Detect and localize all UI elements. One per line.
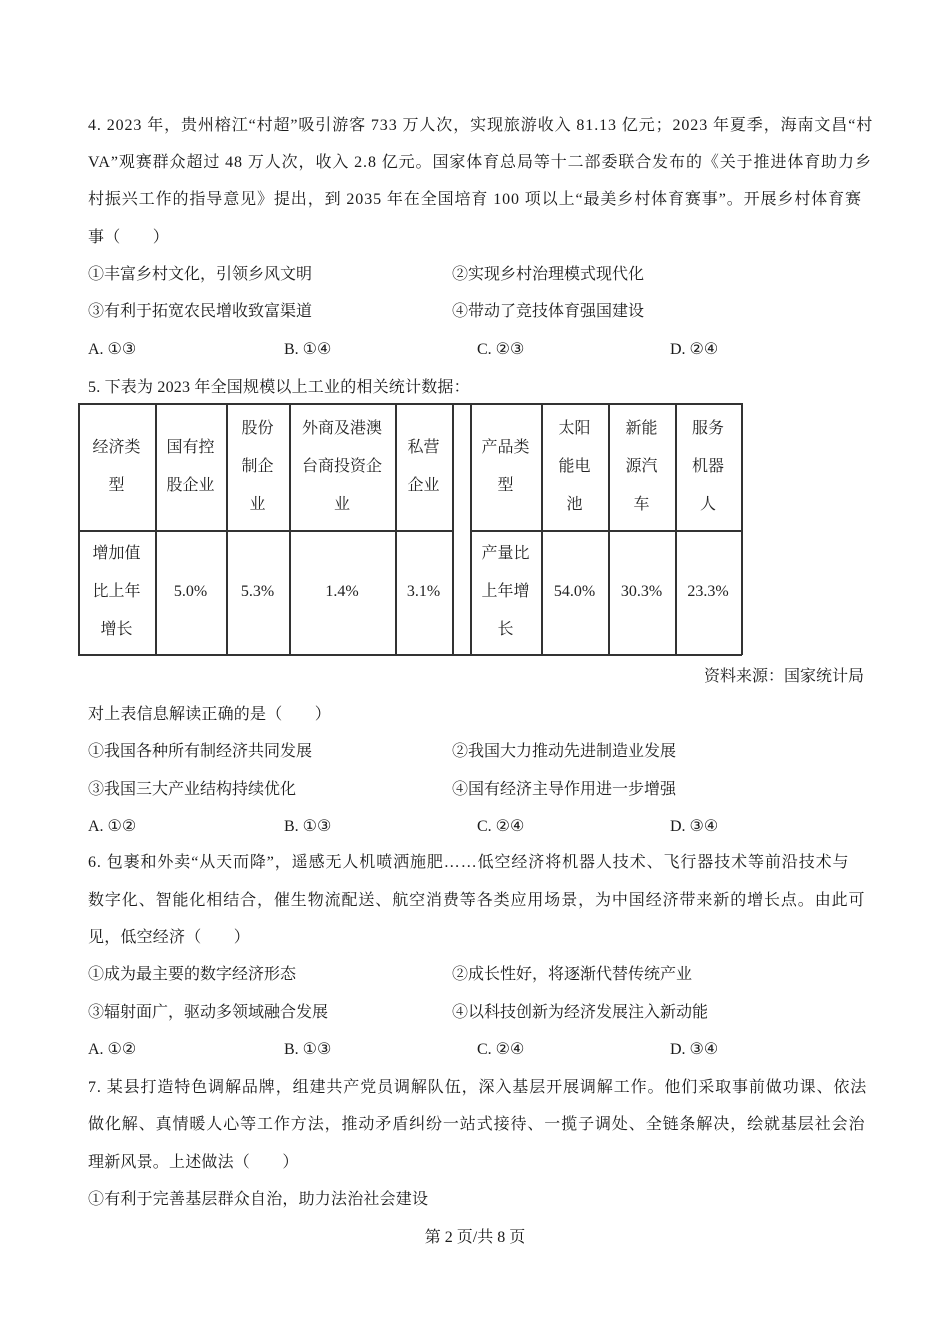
value-private: 3.1%	[406, 583, 441, 600]
header-text: 国有控	[166, 438, 215, 456]
header-text: 股份	[241, 419, 274, 437]
q6-stem-line-2: 数字化、智能化相结合，催生物流配送、航空消费等各类应用场景，为中国经济带来新的增长点。由此可	[88, 892, 866, 909]
header-text: 股企业	[166, 476, 215, 494]
q4-options-row-2	[88, 302, 868, 322]
header-text: 能电	[558, 457, 591, 475]
q4-stem-line-4: 事（ ）	[88, 229, 170, 246]
q6-choice-c: C. ②④	[477, 1041, 525, 1058]
header-text: 制企	[241, 457, 274, 475]
q5-option-4: ④国有经济主导作用进一步增强	[452, 781, 677, 798]
header-text: 服务	[691, 419, 724, 437]
q4-choice-b: B. ①④	[284, 341, 332, 358]
header-text: 机器	[691, 457, 724, 475]
q4-option-4: ④带动了竞技体育强国建设	[452, 303, 645, 320]
q5-choice-a: A. ①②	[88, 818, 137, 835]
q5-option-2: ②我国大力推动先进制造业发展	[452, 743, 677, 760]
header-text: 私营	[407, 438, 440, 456]
q4-choice-c: C. ②③	[477, 341, 525, 358]
header-state-holding	[155, 403, 226, 530]
q5-choice-b: B. ①③	[284, 818, 332, 835]
row-label-value-added	[78, 530, 155, 654]
q5-answer-choices	[88, 817, 868, 837]
header-joint-stock	[226, 403, 289, 530]
header-text: 新能	[625, 419, 658, 437]
q6-choice-a: A. ①②	[88, 1041, 137, 1058]
q4-stem-line-3: 村振兴工作的指导意见》提出，到 2035 年在全国培育 100 项以上“最美乡村体育赛事”。开展乡村体育赛	[88, 191, 862, 208]
header-text: 外商及港澳	[301, 419, 382, 437]
header-economic-type	[78, 403, 155, 530]
q5-option-3: ③我国三大产业结构持续优化	[88, 781, 297, 798]
q4-stem-line-1: 4. 2023 年，贵州榕江“村超”吸引游客 733 万人次，实现旅游收入 81.13 亿元；2023 年夏季，海南文昌“村	[88, 117, 874, 134]
q6-stem-line-1: 6. 包裹和外卖“从天而降”，遥感无人机喷洒施肥……低空经济将机器人技术、飞行器技术等前沿技术与	[88, 854, 850, 871]
q6-answer-choices	[88, 1040, 868, 1060]
q6-options-row-1	[88, 965, 868, 985]
q4-choice-a: A. ①③	[88, 341, 137, 358]
q6-stem-line-3: 见，低空经济（ ）	[88, 929, 251, 946]
q5-choice-c: C. ②④	[477, 818, 525, 835]
q5-question: 对上表信息解读正确的是（ ）	[88, 706, 332, 723]
header-text: 型	[108, 476, 125, 494]
value-joint-stock: 5.3%	[240, 583, 275, 600]
table-col-line	[452, 403, 454, 655]
header-text: 源汽	[625, 457, 658, 475]
page-footer: 第 2 页/共 8 页	[424, 1229, 526, 1246]
q5-choice-d: D. ③④	[670, 818, 719, 835]
q4-choice-d: D. ②④	[670, 341, 719, 358]
q4-option-3: ③有利于拓宽农民增收致富渠道	[88, 303, 313, 320]
q7-stem-line-2: 做化解、真情暖人心等工作方法，推动矛盾纠纷一站式接待、一揽子调处、全链条解决，绘就基层社会治	[88, 1116, 866, 1133]
value-state-holding: 5.0%	[173, 583, 208, 600]
header-text: 车	[633, 495, 650, 513]
header-text: 台商投资企	[301, 457, 382, 475]
header-text: 企业	[407, 476, 440, 494]
header-foreign-invested	[289, 403, 395, 530]
q4-option-1: ①丰富乡村文化，引领乡风文明	[88, 266, 313, 283]
q6-option-3: ③辐射面广，驱动多领域融合发展	[88, 1004, 329, 1021]
q6-option-4: ④以科技创新为经济发展注入新动能	[452, 1004, 709, 1021]
q5-option-1: ①我国各种所有制经济共同发展	[88, 743, 313, 760]
q4-options-row-1	[88, 265, 868, 285]
header-text: 太阳	[558, 419, 591, 437]
q4-stem-line-2: VA”观赛群众超过 48 万人次，收入 2.8 亿元。国家体育总局等十二部委联合发布的《关于推进体育助力乡	[88, 154, 872, 171]
header-text: 人	[699, 495, 716, 513]
q6-choice-d: D. ③④	[670, 1041, 719, 1058]
table-col-line	[741, 403, 743, 655]
row-label-output-growth	[470, 530, 541, 654]
header-text: 业	[333, 495, 350, 513]
row-label-text: 产量比	[481, 545, 530, 562]
q5-intro: 5. 下表为 2023 年全国规模以上工业的相关统计数据：	[88, 379, 470, 396]
q4-option-2: ②实现乡村治理模式现代化	[452, 266, 645, 283]
value-solar-cells: 54.0%	[553, 583, 596, 600]
row-label-text: 增长	[100, 621, 133, 638]
q6-choice-b: B. ①③	[284, 1041, 332, 1058]
row-label-text: 比上年	[92, 583, 141, 600]
header-text: 池	[566, 495, 583, 513]
header-product-type	[470, 403, 541, 530]
q6-option-2: ②成长性好，将逐渐代替传统产业	[452, 966, 693, 983]
row-label-text: 长	[497, 621, 514, 638]
table-border-bottom	[78, 654, 742, 656]
header-solar-cells	[541, 403, 608, 530]
value-nev: 30.3%	[620, 583, 663, 600]
data-source: 资料来源：国家统计局	[703, 668, 864, 685]
q7-option-1: ①有利于完善基层群众自治，助力法治社会建设	[88, 1191, 429, 1208]
q6-option-1: ①成为最主要的数字经济形态	[88, 966, 297, 983]
row-label-text: 上年增	[481, 583, 530, 600]
header-text: 产品类	[481, 438, 530, 456]
statistics-table	[78, 403, 742, 655]
header-service-robots	[675, 403, 741, 530]
value-foreign-invested: 1.4%	[325, 583, 359, 600]
header-private	[395, 403, 452, 530]
row-label-text: 增加值	[92, 545, 141, 562]
q7-stem-line-1: 7. 某县打造特色调解品牌，组建共产党员调解队伍，深入基层开展调解工作。他们采取事前做功课、依法	[88, 1079, 868, 1096]
value-service-robots: 23.3%	[687, 583, 729, 600]
header-nev	[608, 403, 675, 530]
header-text: 经济类	[92, 438, 141, 456]
q6-options-row-2	[88, 1003, 868, 1023]
q5-options-row-2	[88, 780, 868, 800]
header-text: 业	[249, 495, 266, 513]
q4-answer-choices	[88, 340, 868, 360]
header-text: 型	[497, 476, 514, 494]
q7-stem-line-3: 理新风景。上述做法（ ）	[88, 1154, 299, 1171]
q5-options-row-1	[88, 742, 868, 762]
